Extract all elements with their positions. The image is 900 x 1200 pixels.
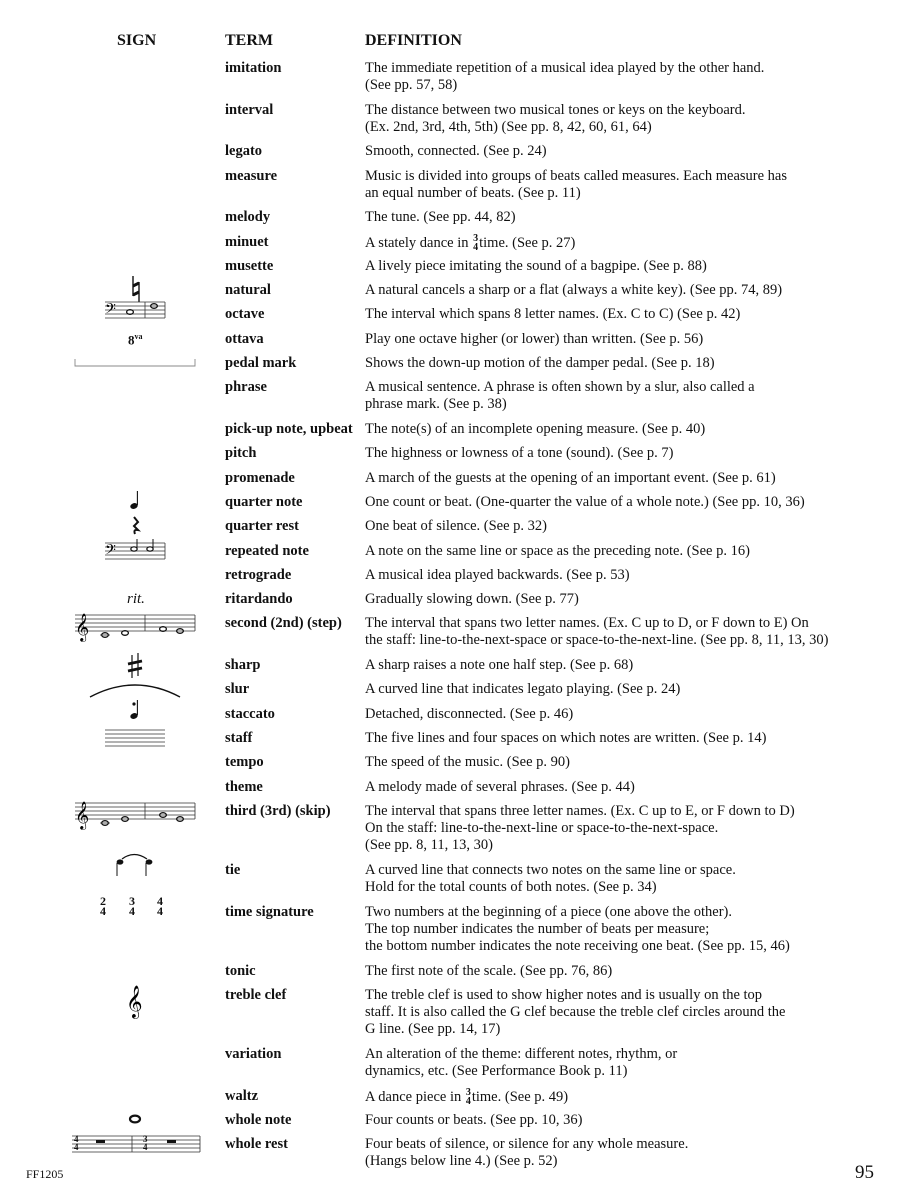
definition: The five lines and four spaces on which notes are written. (See p. 14) bbox=[365, 730, 767, 746]
term: imitation bbox=[225, 60, 282, 76]
term: octave bbox=[225, 306, 265, 322]
definition: A curved line that connects two notes on the same line or space. Hold for the total counts of both notes. (See p. 34) bbox=[365, 862, 736, 895]
definition: One beat of silence. (See p. 32) bbox=[365, 518, 547, 534]
definition: A note on the same line or space as the preceding note. (See p. 16) bbox=[365, 543, 750, 559]
slur-icon bbox=[60, 681, 210, 705]
definition: A curved line that indicates legato playing. (See p. 24) bbox=[365, 681, 681, 697]
term: slur bbox=[225, 681, 250, 697]
definition bbox=[365, 234, 885, 252]
term: theme bbox=[225, 779, 263, 795]
term: quarter note bbox=[225, 494, 303, 510]
quarter-note-icon bbox=[60, 494, 210, 518]
definition: The interval which spans 8 letter names. (Ex. C to C) (See p. 42) bbox=[365, 306, 741, 322]
definition: Play one octave higher (or lower) than written. (See p. 56) bbox=[365, 331, 704, 347]
definition: Two numbers at the beginning of a piece (one above the other). The top number indicates the number of beats per measure; the bottom number indicates the note receiving one beat. (See pp. 15, 46) bbox=[365, 904, 790, 954]
term: ottava bbox=[225, 331, 264, 347]
header-sign: SIGN bbox=[117, 32, 157, 49]
term: time signature bbox=[225, 904, 314, 920]
definition: Shows the down-up motion of the damper pedal. (See p. 18) bbox=[365, 355, 715, 371]
term: variation bbox=[225, 1046, 282, 1062]
staff-icon bbox=[60, 730, 210, 754]
definition: The highness or lowness of a tone (sound). (See p. 7) bbox=[365, 445, 674, 461]
term: pedal mark bbox=[225, 355, 297, 371]
term: tie bbox=[225, 862, 241, 878]
repeated-note-staff-icon bbox=[60, 543, 210, 567]
definition bbox=[365, 1088, 885, 1106]
catalog-code: FF1205 bbox=[26, 1167, 64, 1181]
definition: Detached, disconnected. (See p. 46) bbox=[365, 706, 574, 722]
definition: Four beats of silence, or silence for any whole measure. (Hangs below line 4.) (See p. 52) bbox=[365, 1136, 689, 1169]
definition-text: A dance piece in bbox=[365, 1089, 465, 1105]
term: interval bbox=[225, 102, 274, 118]
definition: A sharp raises a note one half step. (See p. 68) bbox=[365, 657, 634, 673]
definition: The distance between two musical tones or keys on the keyboard. (Ex. 2nd, 3rd, 4th, 5th) (See pp. 8, 42, 60, 61, 64) bbox=[365, 102, 746, 135]
whole-rest-staff-icon bbox=[60, 1136, 210, 1160]
time-signature-4-4: 4 4 bbox=[74, 1134, 79, 1152]
definition: A lively piece imitating the sound of a bagpipe. (See p. 88) bbox=[365, 258, 707, 274]
term: tempo bbox=[225, 754, 264, 770]
svg-text:𝄞: 𝄞 bbox=[75, 613, 90, 641]
term: staff bbox=[225, 730, 253, 746]
term: waltz bbox=[225, 1088, 259, 1104]
page-number: 95 bbox=[855, 1162, 874, 1183]
time-signature-3-4: 3 4 bbox=[129, 894, 135, 918]
header-term: TERM bbox=[225, 32, 273, 49]
term: second (2nd) (step) bbox=[225, 615, 342, 631]
definition: The speed of the music. (See p. 90) bbox=[365, 754, 570, 770]
svg-text:𝄢: 𝄢 bbox=[105, 301, 116, 321]
time-signature-2-4: 2 4 bbox=[100, 894, 106, 918]
definition: A march of the guests at the opening of an important event. (See p. 61) bbox=[365, 470, 776, 486]
definition: The tune. (See pp. 44, 82) bbox=[365, 209, 516, 225]
definition: The first note of the scale. (See pp. 76, 86) bbox=[365, 963, 613, 979]
term: promenade bbox=[225, 470, 295, 486]
ottava-sign: $8^{va}$ bbox=[128, 332, 143, 348]
term: sharp bbox=[225, 657, 261, 673]
definition: An alteration of the theme: different notes, rhythm, or dynamics, etc. (See Performance Book p. 11) bbox=[365, 1046, 678, 1079]
definition: A musical sentence. A phrase is often shown by a slur, also called a phrase mark. (See p. 38) bbox=[365, 379, 755, 412]
definition: Gradually slowing down. (See p. 77) bbox=[365, 591, 579, 607]
term: whole rest bbox=[225, 1136, 288, 1152]
second-interval-staff-icon bbox=[60, 615, 210, 655]
time-signature-3-4: 3 4 bbox=[143, 1134, 148, 1152]
time-signature-4-4: 4 4 bbox=[157, 894, 163, 918]
quarter-rest-icon bbox=[60, 518, 210, 542]
definition: The interval that spans three letter names. (Ex. C up to E, or F down to D) On the staff: line-to-the-next-line or space-to-the-next-space. (See pp. 8, 11, 13, 30) bbox=[365, 803, 795, 853]
definition: Music is divided into groups of beats called measures. Each measure has an equal number of beats. (See p. 11) bbox=[365, 168, 787, 201]
treble-clef-icon bbox=[60, 987, 210, 1027]
definition: The note(s) of an incomplete opening measure. (See p. 40) bbox=[365, 421, 706, 437]
definition: The immediate repetition of a musical idea played by the other hand. (See pp. 57, 58) bbox=[365, 60, 765, 93]
definition: One count or beat. (One-quarter the value of a whole note.) (See pp. 10, 36) bbox=[365, 494, 805, 510]
term: third (3rd) (skip) bbox=[225, 803, 331, 819]
pedal-mark-icon bbox=[60, 355, 210, 379]
definition: A musical idea played backwards. (See p. 53) bbox=[365, 567, 630, 583]
term: pick-up note, upbeat bbox=[225, 421, 353, 437]
definition: A natural cancels a sharp or a flat (always a white key). (See pp. 74, 89) bbox=[365, 282, 783, 298]
definition: The treble clef is used to show higher notes and is usually on the top staff. It is also called the G clef because the treble clef circles around the G line. (See pp. 14, 17) bbox=[365, 987, 786, 1037]
octave-staff-icon bbox=[60, 301, 210, 330]
definition-text: time. (See p. 49) bbox=[471, 1089, 569, 1105]
term: minuet bbox=[225, 234, 269, 250]
term: phrase bbox=[225, 379, 267, 395]
staccato-note-icon bbox=[60, 706, 210, 730]
definition: Four counts or beats. (See pp. 10, 36) bbox=[365, 1112, 583, 1128]
definition-text: A stately dance in bbox=[365, 235, 473, 251]
term: musette bbox=[225, 258, 274, 274]
term: tonic bbox=[225, 963, 256, 979]
term: measure bbox=[225, 168, 278, 184]
time-signature-inline: 3 4 bbox=[465, 1087, 471, 1107]
term: retrograde bbox=[225, 567, 292, 583]
svg-text:𝄢: 𝄢 bbox=[105, 542, 116, 562]
term: treble clef bbox=[225, 987, 287, 1003]
term: legato bbox=[225, 143, 263, 159]
term: ritardando bbox=[225, 591, 293, 607]
svg-text:𝄞: 𝄞 bbox=[126, 985, 143, 1018]
definition-text: time. (See p. 27) bbox=[479, 235, 576, 251]
header-definition: DEFINITION bbox=[365, 32, 462, 49]
tie-icon bbox=[60, 862, 210, 886]
definition: The interval that spans two letter names. (Ex. C up to D, or F down to E) On the staff: line-to-the-next-space or space-to-the-next-line. (See pp. 8, 11, 13, 30) bbox=[365, 615, 829, 648]
term: quarter rest bbox=[225, 518, 299, 534]
ritardando-sign: rit. bbox=[127, 591, 145, 607]
term: staccato bbox=[225, 706, 275, 722]
whole-note-icon bbox=[60, 1112, 210, 1136]
time-signature-inline: 3 4 bbox=[473, 233, 479, 253]
sharp-sign-icon bbox=[60, 657, 210, 681]
definition: Smooth, connected. (See p. 24) bbox=[365, 143, 547, 159]
definition: A melody made of several phrases. (See p. 44) bbox=[365, 779, 635, 795]
svg-text:𝄞: 𝄞 bbox=[75, 801, 90, 829]
term: repeated note bbox=[225, 543, 309, 559]
term: pitch bbox=[225, 445, 257, 461]
term: whole note bbox=[225, 1112, 292, 1128]
term: natural bbox=[225, 282, 271, 298]
term: melody bbox=[225, 209, 271, 225]
third-interval-staff-icon bbox=[60, 803, 210, 843]
